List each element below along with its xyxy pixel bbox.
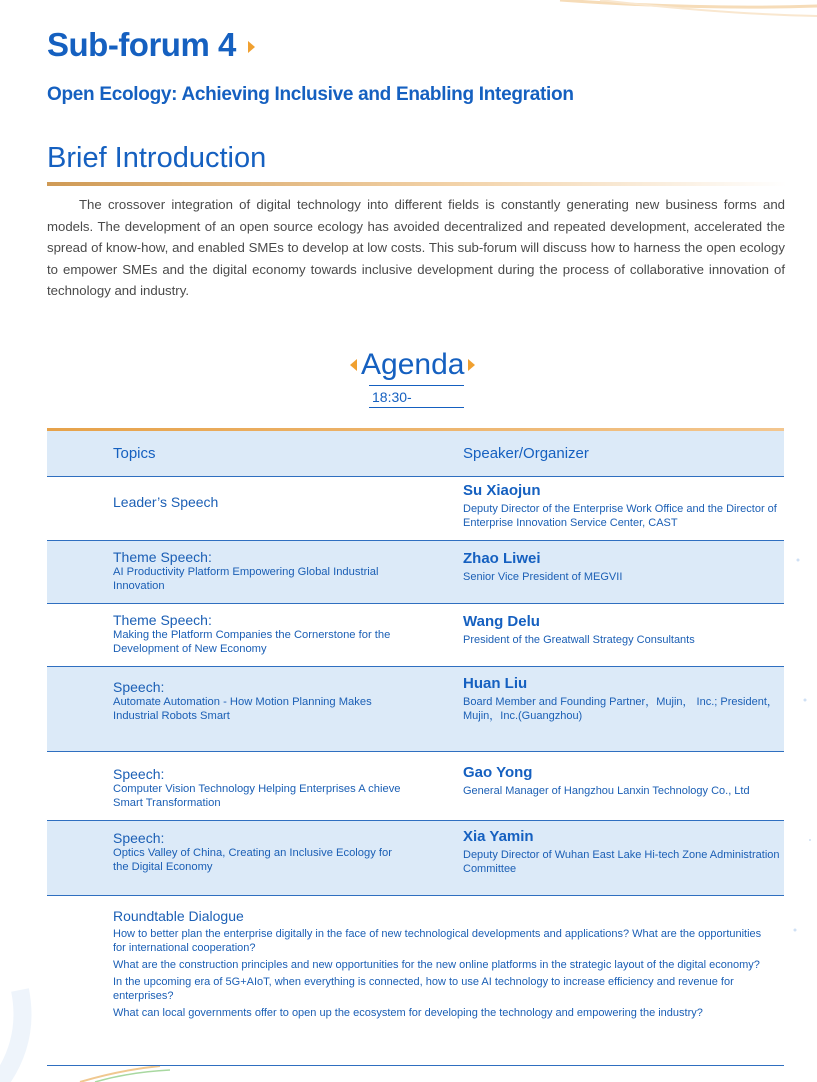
speaker-name: Su Xiaojun: [463, 482, 541, 499]
speaker-title: General Manager of Hangzhou Lanxin Technology Co., Ltd: [463, 785, 750, 797]
agenda-table: [47, 428, 784, 1066]
arrow-left-icon: [350, 359, 357, 371]
column-header-speaker: Speaker/Organizer: [463, 445, 589, 462]
arrow-right-icon: [248, 41, 255, 53]
introduction-body: The crossover integration of digital technology into different fields is constantly generating new business forms and models. The development of an open source ecology has avoided decentralized and repeated development, accelerated the spread of know-how, and enabled SMEs to develop at low costs. This sub-forum will discuss how to harness the open ecology to empower SMEs and the digital economy towards inclusive development during the process of collaborative innovation of technology and industry.: [47, 197, 785, 298]
topic-description: Automate Automation - How Motion Planning Makes Industrial Robots Smart: [113, 696, 372, 722]
topic-type: Theme Speech:: [113, 612, 212, 628]
roundtable-questions: [113, 927, 773, 1023]
speaker-title: Board Member and Founding Partner，Mujin， Inc.; President，Mujin，Inc.(Guangzhou): [463, 696, 778, 722]
agenda-time: 18:30-: [369, 387, 464, 408]
table-row: [47, 477, 784, 541]
arrow-right-icon: [468, 359, 475, 371]
speaker-name: Huan Liu: [463, 675, 528, 692]
table-header: [47, 431, 784, 477]
page-title: Sub-forum 4: [47, 26, 236, 63]
column-header-topics: Topics: [113, 445, 156, 462]
speaker-title: Deputy Director of Wuhan East Lake Hi-tech Zone Administration Committee: [463, 849, 780, 875]
list-item: How to better plan the enterprise digitally in the face of new technological developments and applications? What are the opportunities for international cooperation?: [113, 928, 762, 954]
introduction-heading: Brief Introduction: [47, 142, 267, 174]
table-row: [47, 667, 784, 752]
speaker-name: Xia Yamin: [463, 828, 534, 845]
title-row: [47, 26, 255, 64]
topic-description: AI Productivity Platform Empowering Global Industrial Innovation: [113, 566, 379, 592]
roundtable-row: [47, 896, 784, 1066]
agenda-title-row: [350, 348, 475, 382]
list-item: In the upcoming era of 5G+AIoT, when everything is connected, how to use AI technology to increase efficiency and revenue for enterprises?: [113, 976, 734, 1002]
speaker-title: Deputy Director of the Enterprise Work Office and the Director of Enterprise Innovation Service Center, CAST: [463, 503, 777, 529]
topic-description: Optics Valley of China, Creating an Inclusive Ecology for the Digital Economy: [113, 847, 392, 873]
speaker-name: Gao Yong: [463, 764, 533, 781]
agenda-title: Agenda: [361, 348, 465, 381]
topic-type: Speech:: [113, 679, 165, 695]
roundtable-heading: Roundtable Dialogue: [113, 908, 244, 924]
list-item: What can local governments offer to open up the ecosystem for developing the technology and empowering the industry?: [113, 1007, 703, 1019]
topic-type: Speech:: [113, 830, 165, 846]
topic-type: Speech:: [113, 766, 165, 782]
section-divider: [47, 182, 787, 186]
topic-description: Computer Vision Technology Helping Enterprises A chieve Smart Transformation: [113, 783, 401, 809]
speaker-title: Senior Vice President of MEGVII: [463, 571, 623, 583]
speaker-name: Wang Delu: [463, 613, 540, 630]
table-row: [47, 752, 784, 821]
table-row: [47, 541, 784, 604]
speaker-title: President of the Greatwall Strategy Consultants: [463, 634, 695, 646]
table-row: [47, 821, 784, 896]
topic-type: Theme Speech:: [113, 549, 212, 565]
topic-description: Making the Platform Companies the Cornerstone for the Development of New Economy: [113, 629, 391, 655]
agenda-underline: [369, 385, 464, 386]
speaker-name: Zhao Liwei: [463, 550, 541, 567]
table-row: [47, 604, 784, 667]
list-item: What are the construction principles and new opportunities for the new online platforms in the strategic layout of the digital economy?: [113, 959, 760, 971]
page-subtitle: Open Ecology: Achieving Inclusive and Enabling Integration: [47, 84, 574, 105]
topic-type: Leader’s Speech: [113, 494, 219, 510]
